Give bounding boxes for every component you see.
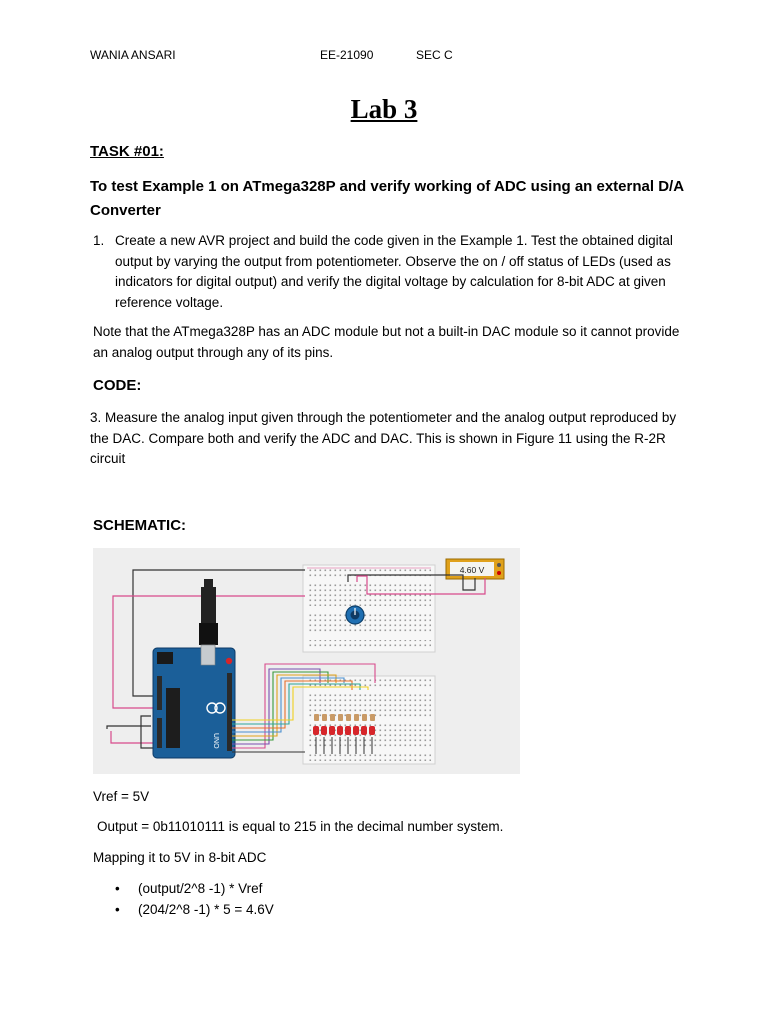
roll-number: EE-21090 — [320, 48, 374, 62]
step3-paragraph: 3. Measure the analog input given through the potentiometer and the analog output reproduced by the DAC. Compare both and verify the ADC and DAC. This is shown in Figure 11 using the R-2R circuit — [90, 410, 677, 466]
bullet-text: (output/2^8 -1) * Vref — [138, 881, 263, 896]
code-heading: CODE: — [93, 377, 142, 394]
multimeter-reading: 4.60 V — [459, 565, 485, 575]
bullet-list — [93, 878, 493, 920]
multimeter — [446, 559, 504, 579]
list-text: Create a new AVR project and build the code given in the Example 1. Test the obtained digital output by varying the output from potentiometer. Observe the on / off status of LEDs (used as indicators for digital output) and verify the digital voltage by calculation for 8-bit ADC at given reference voltage. — [115, 233, 673, 310]
potentiometer — [346, 606, 364, 624]
list-item — [90, 231, 690, 313]
vref-line: Vref = 5V — [93, 789, 150, 804]
bullet-item — [93, 899, 493, 920]
arduino-board — [153, 645, 235, 758]
bullet-dot: • — [115, 881, 120, 896]
bullet-dot: • — [115, 902, 120, 917]
section: SEC C — [416, 48, 453, 62]
student-name: WANIA ANSARI — [90, 48, 176, 62]
board-label: UNO — [212, 733, 219, 749]
task-heading: TASK #01: — [90, 143, 164, 160]
schematic-image — [93, 548, 520, 774]
page-title: Lab 3 — [350, 94, 418, 124]
task-subheading: To test Example 1 on ATmega328P and verify working of ADC using an external D/A Converter — [90, 178, 684, 219]
bullet-item — [93, 878, 493, 899]
output-line: Output = 0b11010111 is equal to 215 in the decimal number system. — [97, 819, 504, 834]
mapping-line: Mapping it to 5V in 8-bit ADC — [93, 850, 267, 865]
schematic-heading: SCHEMATIC: — [93, 517, 187, 534]
bullet-text: (204/2^8 -1) * 5 = 4.6V — [138, 902, 274, 917]
breadboard-top — [303, 565, 435, 652]
note-paragraph: Note that the ATmega328P has an ADC module but not a built-in DAC module so it cannot provide an analog output through any of its pins. — [93, 324, 680, 360]
list-number: 1. — [93, 233, 105, 248]
